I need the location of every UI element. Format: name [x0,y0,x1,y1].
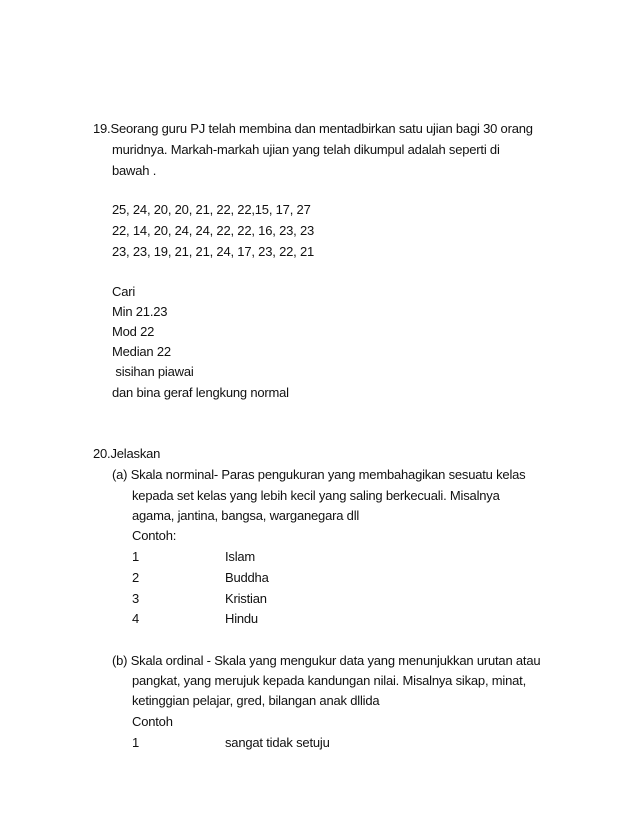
q20-a-row-4-label: Hindu [225,611,258,626]
q20-b-row-1-label: sangat tidak setuju [225,735,330,750]
q20-a-line-3: agama, jantina, bangsa, warganegara dll [132,508,360,523]
q20-a-row-3-label: Kristian [225,591,267,606]
q20-a-line-2: kepada set kelas yang lebih kecil yang saling berkecuali. Misalnya [132,488,500,503]
q19-median: Median 22 [112,344,171,359]
q20-a-row-2-label: Buddha [225,570,269,585]
q19-cari: Cari [112,284,136,299]
q20-a-row-1-label: Islam [225,549,256,564]
q20-a-row-4-num: 4 [132,611,140,626]
q20-b-contoh: Contoh [132,714,173,729]
q20-a-line-1: (a) Skala norminal- Paras pengukuran yang membahagikan sesuatu kelas [112,467,526,482]
q19-data-row-2: 22, 14, 20, 24, 24, 22, 22, 16, 23, 23 [112,223,315,238]
q20-b-row-1-num: 1 [132,735,140,750]
q20-b-line-2: pangkat, yang merujuk kepada kandungan nilai. Misalnya sikap, minat, [132,673,526,688]
q19-text-line-1: Seorang guru PJ telah membina dan mentadbirkan satu ujian bagi 30 orang [110,121,533,136]
q19-text-line-2: muridnya. Markah-markah ujian yang telah dikumpul adalah seperti di [112,142,500,157]
q19-text-line-3: bawah . [112,163,157,178]
q19-graf: dan bina geraf lengkung normal [112,385,289,400]
q19-line-1 [93,121,533,137]
q19-sisihan: sisihan piawai [112,364,194,379]
q19-data-row-3: 23, 23, 19, 21, 21, 24, 17, 23, 22, 21 [112,244,315,259]
q20-a-row-3-num: 3 [132,591,140,606]
q19-mod: Mod 22 [112,324,155,339]
q19-number: 19. [93,121,111,136]
q19-data-row-1: 25, 24, 20, 20, 21, 22, 22,15, 17, 27 [112,202,311,217]
q20-heading: 20.Jelaskan [93,446,161,461]
q20-a-contoh: Contoh: [132,528,177,543]
q19-min: Min 21.23 [112,304,168,319]
q20-a-row-2-num: 2 [132,570,140,585]
q20-b-line-3: ketinggian pelajar, gred, bilangan anak dllida [132,693,380,708]
q20-b-line-1: (b) Skala ordinal - Skala yang mengukur data yang menunjukkan urutan atau [112,653,541,668]
q20-a-row-1-num: 1 [132,549,140,564]
